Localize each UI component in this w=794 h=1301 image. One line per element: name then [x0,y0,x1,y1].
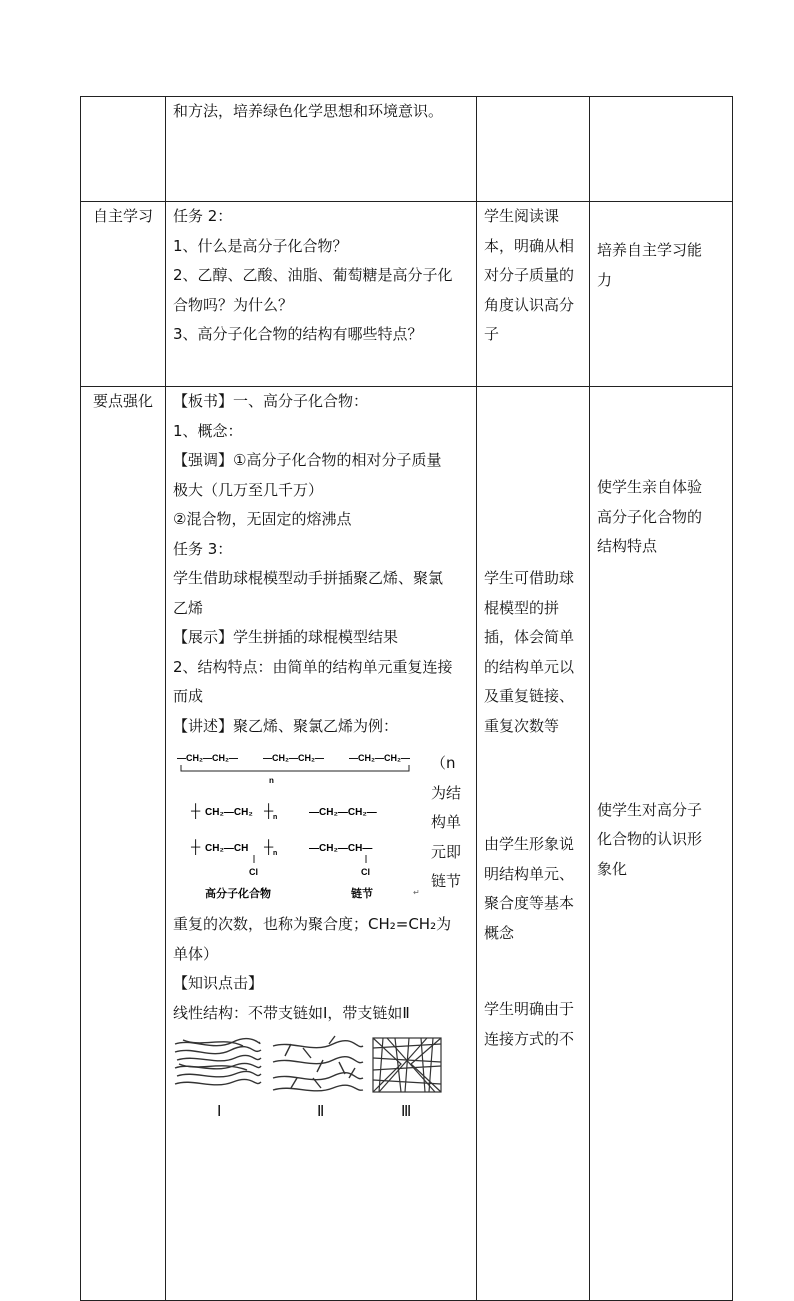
repeat-unit-2: —CH₂—CH— [309,843,373,854]
intent-line: 象化 [597,859,628,878]
intent-line: 使学生亲自体验 [597,478,703,496]
repeat-count-label: n [269,776,274,785]
content-line: 1、什么是高分子化合物？ [173,236,348,255]
side-line: 链节 [431,872,462,890]
intent-line: 高分子化合物的 [597,507,703,526]
chain-segment: —CH₂—CH₂— [349,753,410,763]
content-line: 而成 [173,687,204,705]
student-activity-cell [477,387,590,1301]
subscript-n: n [273,814,278,821]
return-mark: ↵ [413,888,420,897]
content-line: 和方法，培养绿色化学思想和环境意识。 [173,102,444,120]
figure-labels [173,1102,469,1122]
polymer-formula-figure [173,745,469,910]
content-line: 任务 3： [173,539,233,558]
content-line: 单体） [173,944,219,963]
caption-repeat-unit: 链节 [351,888,373,900]
bracket-cross: ┼ [264,839,274,854]
student-line: 概念 [484,923,515,942]
polymer-formula-1: CH₂—CH₂ [205,807,253,818]
stage-cell [81,97,166,202]
polymer-formula-2: CH₂—CH [205,843,249,854]
student-line: 学生阅读课 [484,207,560,225]
caption-polymer: 高分子化合物 [205,888,271,900]
chlorine-label: Cl [249,867,258,877]
table-row [81,202,733,387]
bracket-cross: ┼ [191,839,201,854]
intent-line: 使学生对高分子 [597,800,703,819]
polymer-structure-figures [173,1034,469,1102]
stage-label: 要点强化 [92,392,153,410]
table-row [81,387,733,1301]
content-line: 2、乙醇、乙酸、油脂、葡萄糖是高分子化 [173,266,453,284]
student-line: 连接方式的不 [484,1029,575,1048]
student-line: 的结构单元以 [484,657,575,676]
student-line: 重复次数等 [484,716,560,735]
student-line: 学生可借助球 [484,569,575,587]
formula-side-note [431,749,461,897]
intent-line: 力 [597,270,613,289]
content-line: 【展示】学生拼插的球棍模型结果 [173,628,399,646]
content-line: 2、结构特点：由简单的结构单元重复连接 [173,657,453,676]
design-intent-cell [590,387,733,1301]
content-line: 乙烯 [173,598,204,617]
design-intent-cell [590,97,733,202]
content-line: 【知识点击】 [173,974,264,992]
network-structure-figure [373,1038,441,1092]
fig-label-3: Ⅲ [401,1102,412,1120]
fig-label-1: Ⅰ [217,1102,222,1120]
content-line: 重复的次数，也称为聚合度；CH₂=CH₂为 [173,915,452,933]
design-intent-cell [590,202,733,387]
student-line: 本，明确从相 [484,236,575,255]
branched-structure-figure [273,1036,363,1091]
content-line: 合物吗？为什么？ [173,295,294,314]
stage-cell [81,202,166,387]
content-line: 3、高分子化合物的结构有哪些特点？ [173,325,423,343]
chain-segment: —CH₂—CH₂— [177,753,238,763]
content-line: 【板书】一、高分子化合物： [173,392,369,410]
stage-cell [81,387,166,1301]
intent-line: 结构特点 [597,537,658,555]
content-cell [166,202,477,387]
bracket-cross: ┼ [191,803,201,818]
content-cell [166,387,477,1301]
intent-line: 化合物的认识形 [597,830,703,848]
content-line: 极大（几万至几千万） [173,480,324,499]
side-line: 元即 [431,842,462,861]
student-line: 角度认识高分 [484,295,575,314]
content-line: 【强调】①高分子化合物的相对分子质量 [173,451,442,469]
bracket-cross: ┼ [264,803,274,818]
subscript-n: n [273,850,278,857]
student-line: 及重复链接、 [484,687,575,705]
side-line: （n [431,754,456,772]
student-line: 明结构单元、 [484,864,575,883]
linear-structure-figure [175,1039,261,1085]
student-line: 学生明确由于 [484,1000,575,1018]
content-line: 线性结构：不带支链如Ⅰ，带支链如Ⅱ [173,1003,410,1022]
student-line: 聚合度等基本 [484,894,575,912]
student-line: 子 [484,325,500,343]
content-line: 【讲述】聚乙烯、聚氯乙烯为例： [173,716,399,735]
student-line: 由学生形象说 [484,835,575,853]
student-activity-cell [477,97,590,202]
stage-label: 自主学习 [92,207,153,225]
chain-segment: —CH₂—CH₂— [263,753,324,763]
lesson-plan-table [80,96,733,1301]
content-line: 学生借助球棍模型动手拼插聚乙烯、聚氯 [173,569,444,587]
chlorine-label: Cl [361,867,370,877]
student-activity-cell [477,202,590,387]
student-line: 棍模型的拼 [484,598,560,617]
content-cell [166,97,477,202]
student-line: 插，体会简单 [484,628,575,646]
content-line: 任务 2： [173,207,233,225]
repeat-bracket [181,765,409,771]
side-line: 构单 [431,813,462,831]
content-line: 1、概念： [173,421,243,440]
student-line: 对分子质量的 [484,266,575,284]
intent-line: 培养自主学习能 [597,241,703,259]
table-row [81,97,733,202]
repeat-unit-1: —CH₂—CH₂— [309,807,377,818]
content-line: ②混合物，无固定的熔沸点 [173,510,352,528]
side-line: 为结 [431,783,462,802]
fig-label-2: Ⅱ [317,1102,325,1120]
